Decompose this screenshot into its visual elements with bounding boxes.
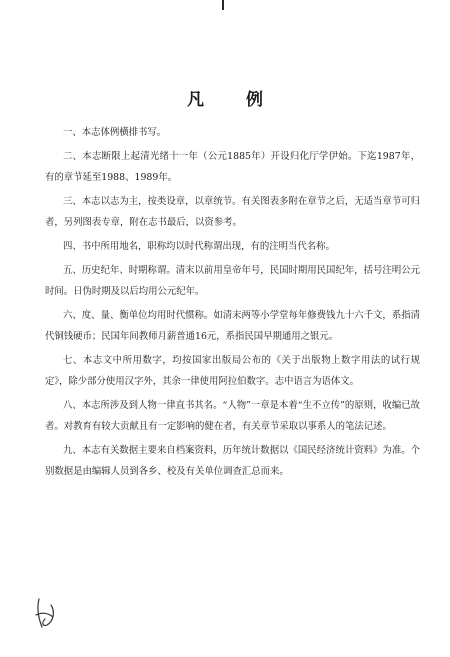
guideline-item: 二、本志断限上起清光绪十一年（公元1885年）开设归化厅学伊始。下迄1987年，有的章节延至1988、1989年。 bbox=[45, 151, 420, 183]
handwritten-mark bbox=[33, 597, 61, 631]
guidelines-list bbox=[45, 122, 420, 485]
guideline-item: 一、本志体例横排书写。 bbox=[63, 127, 167, 138]
page-title: 凡 例 bbox=[187, 90, 281, 110]
guideline-item: 八、本志所涉及到人物一律直书其名。“人物”一章是本着“生不立传”的原则，收编已故者。对教育有较大贡献且有一定影响的健在者，有关章节采取以事系人的笔法记述。 bbox=[45, 400, 420, 432]
guideline-item: 五、历史纪年、时期称谓。清末以前用皇帝年号，民国时期用民国纪年，括号注明公元时间。日伪时期及以后均用公元纪年。 bbox=[45, 265, 420, 297]
guideline-item: 六、度、量、衡单位均用时代惯称。如清末两等小学堂每年修费钱九十六千文，系指清代铜钱硬币；民国年间教师月薪普通16元，系指民国早期通用之银元。 bbox=[45, 310, 420, 342]
guideline-item: 四、书中所用地名，职称均以时代称谓出现，有的注明当代名称。 bbox=[63, 241, 335, 252]
guideline-item: 九、本志有关数据主要来自档案资料，历年统计数据以《国民经济统计资料》为准。个别数据是由编辑人员到各乡、校及有关单位调查汇总而来。 bbox=[45, 445, 420, 477]
binding-mark bbox=[222, 0, 224, 10]
guideline-item: 七、本志文中所用数字，均按国家出版局公布的《关于出版物上数字用法的试行规定》，除少部分使用汉字外，其余一律使用阿拉伯数字。志中语言为语体文。 bbox=[45, 355, 420, 387]
guideline-item: 三、本志以志为主，按类设章，以章统节。有关图表多附在章节之后，无适当章节可归者，另列图表专章，附在志书最后，以资参考。 bbox=[45, 196, 420, 228]
